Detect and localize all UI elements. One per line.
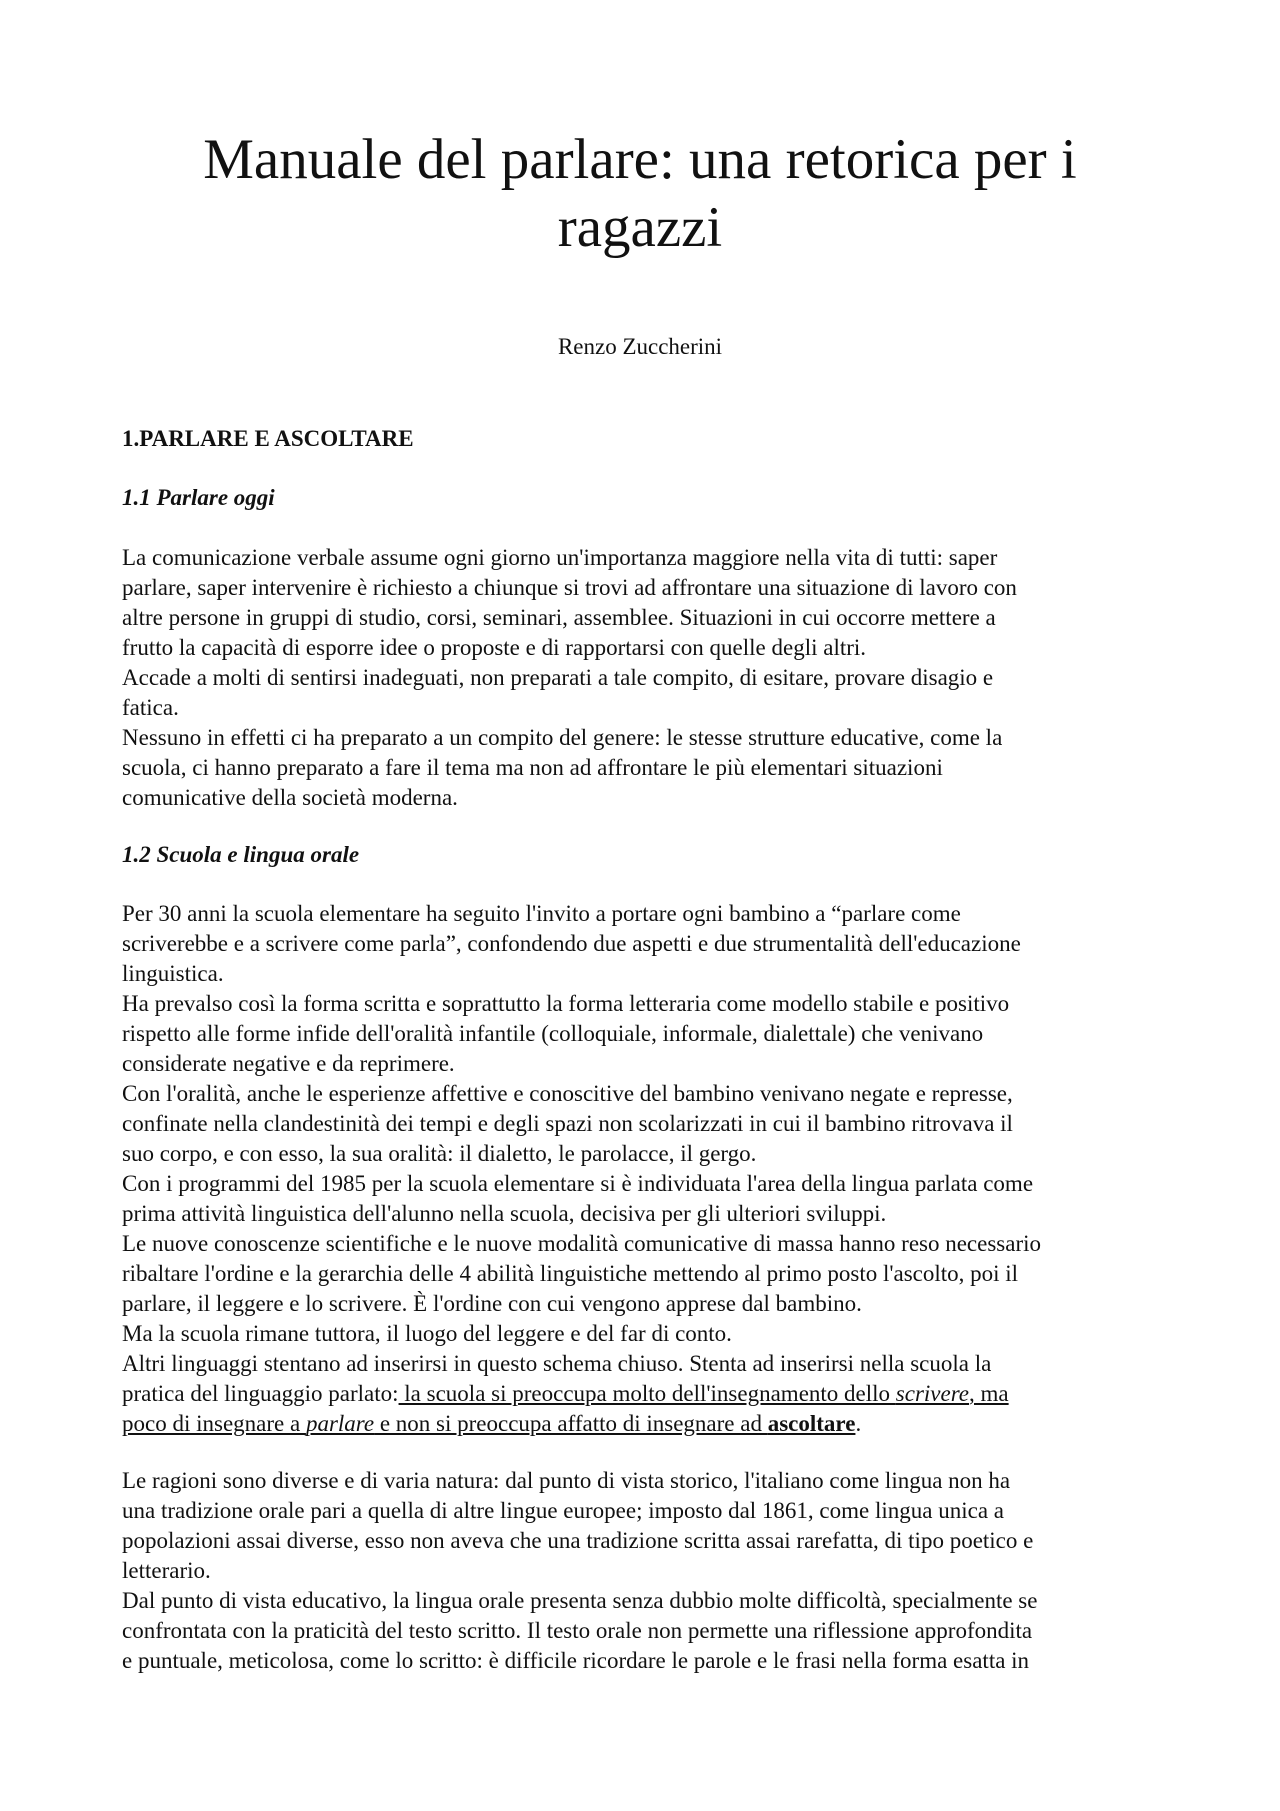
text-line: Ma la scuola rimane tuttora, il luogo del leggere e del far di conto.: [122, 1321, 732, 1346]
text-line: La comunicazione verbale assume ogni giorno un'importanza maggiore nella vita di tutti: saper: [122, 545, 998, 570]
text-line: Accade a molti di sentirsi inadeguati, non preparati a tale compito, di esitare, provare disagio e: [122, 665, 994, 690]
text-line: altre persone in gruppi di studio, corsi, seminari, assemblee. Situazioni in cui occorre mettere a: [122, 605, 996, 630]
section3-paragraphs: [122, 1466, 1182, 1676]
text-line: parlare, saper intervenire è richiesto a chiunque si trovi ad affrontare una situazione di lavoro con: [122, 575, 1017, 600]
emphasis-text: scrivere: [895, 1381, 970, 1406]
text-line: e puntuale, meticolosa, come lo scritto: è difficile ricordare le parole e le frasi nella forma esatta in: [122, 1648, 1030, 1673]
section-heading: 1.2 Scuola e lingua orale: [122, 842, 360, 867]
document-title: [150, 126, 1130, 262]
text-line-mixed: [122, 1379, 1182, 1409]
text-line: Con i programmi del 1985 per la scuola elementare si è individuata l'area della lingua parlata come: [122, 1171, 1034, 1196]
text-line: confinate nella clandestinità dei tempi e degli spazi non scolarizzati in cui il bambino ritrovava il: [122, 1111, 1013, 1136]
text-line: rispetto alle forme infide dell'oralità infantile (colloquiale, informale, dialettale) che venivano: [122, 1021, 984, 1046]
text-segment: la scuola si preoccupa molto dell'insegnamento dello: [398, 1381, 896, 1406]
text-line: scriverebbe e a scrivere come parla”, confondendo due aspetti e due strumentalità dell'educazione: [122, 931, 1021, 956]
strong-text: ascoltare: [767, 1411, 856, 1436]
chapter-heading: 1.PARLARE E ASCOLTARE: [122, 426, 414, 451]
text-line: Altri linguaggi stentano ad inserirsi in questo schema chiuso. Stenta ad inserirsi nella scuola la: [122, 1351, 992, 1376]
title-line: Manuale del parlare: una retorica per i: [203, 128, 1077, 191]
underlined-text: [399, 1381, 1009, 1406]
text-line: letterario.: [122, 1558, 211, 1583]
text-segment: .: [855, 1411, 862, 1436]
text-line: scuola, ci hanno preparato a fare il tema ma non ad affrontare le più elementari situazioni: [122, 755, 943, 780]
text-line: popolazioni assai diverse, esso non aveva che una tradizione scritta assai rarefatta, di tipo poetico e: [122, 1528, 1034, 1553]
text-line: ribaltare l'ordine e la gerarchia delle 4 abilità linguistiche mettendo al primo posto l'ascolto, poi il: [122, 1261, 1019, 1286]
section-heading: 1.1 Parlare oggi: [122, 485, 275, 510]
text-segment: poco di insegnare a: [122, 1411, 306, 1436]
text-segment: e non si preoccupa affatto di insegnare ad: [374, 1411, 768, 1436]
text-line-mixed: [122, 1409, 1182, 1439]
text-segment: , ma: [969, 1381, 1009, 1406]
text-line: frutto la capacità di esporre idee o proposte e di rapportarsi con quelle degli altri.: [122, 635, 867, 660]
text-line: Nessuno in effetti ci ha preparato a un compito del genere: le stesse strutture educative, come la: [122, 725, 1003, 750]
emphasis-text: parlare: [305, 1411, 375, 1436]
text-line: considerate negative e da reprimere.: [122, 1051, 455, 1076]
text-line: Per 30 anni la scuola elementare ha seguito l'invito a portare ogni bambino a “parlare come: [122, 901, 961, 926]
text-line: parlare, il leggere e lo scrivere. È l'ordine con cui vengono apprese dal bambino.: [122, 1291, 862, 1316]
text-segment: pratica del linguaggio parlato:: [122, 1381, 399, 1406]
underlined-text: [122, 1411, 855, 1436]
text-line: fatica.: [122, 695, 179, 720]
text-line: comunicative della società moderna.: [122, 785, 458, 810]
text-line: suo corpo, e con esso, la sua oralità: il dialetto, le parolacce, il gergo.: [122, 1141, 757, 1166]
section1-paragraphs: [122, 543, 1182, 813]
text-line: confrontata con la praticità del testo scritto. Il testo orale non permette una riflessione approfondita: [122, 1618, 1033, 1643]
text-line: Le ragioni sono diverse e di varia natura: dal punto di vista storico, l'italiano come lingua non ha: [122, 1468, 1011, 1493]
text-line: Con l'oralità, anche le esperienze affettive e conoscitive del bambino venivano negate e represse,: [122, 1081, 1013, 1106]
text-line: una tradizione orale pari a quella di altre lingue europee; imposto dal 1861, come lingua unica a: [122, 1498, 1004, 1523]
text-line: linguistica.: [122, 961, 224, 986]
text-line: Ha prevalso così la forma scritta e soprattutto la forma letteraria come modello stabile e positivo: [122, 991, 1010, 1016]
text-line: Le nuove conoscenze scientifiche e le nuove modalità comunicative di massa hanno reso necessario: [122, 1231, 1042, 1256]
text-line: prima attività linguistica dell'alunno nella scuola, decisiva per gli ulteriori sviluppi.: [122, 1201, 887, 1226]
text-line: Dal punto di vista educativo, la lingua orale presenta senza dubbio molte difficoltà, specialmente se: [122, 1588, 1038, 1613]
author-name: Renzo Zuccherini: [557, 334, 723, 359]
title-line: ragazzi: [557, 196, 723, 259]
section2-paragraphs: [122, 899, 1182, 1439]
